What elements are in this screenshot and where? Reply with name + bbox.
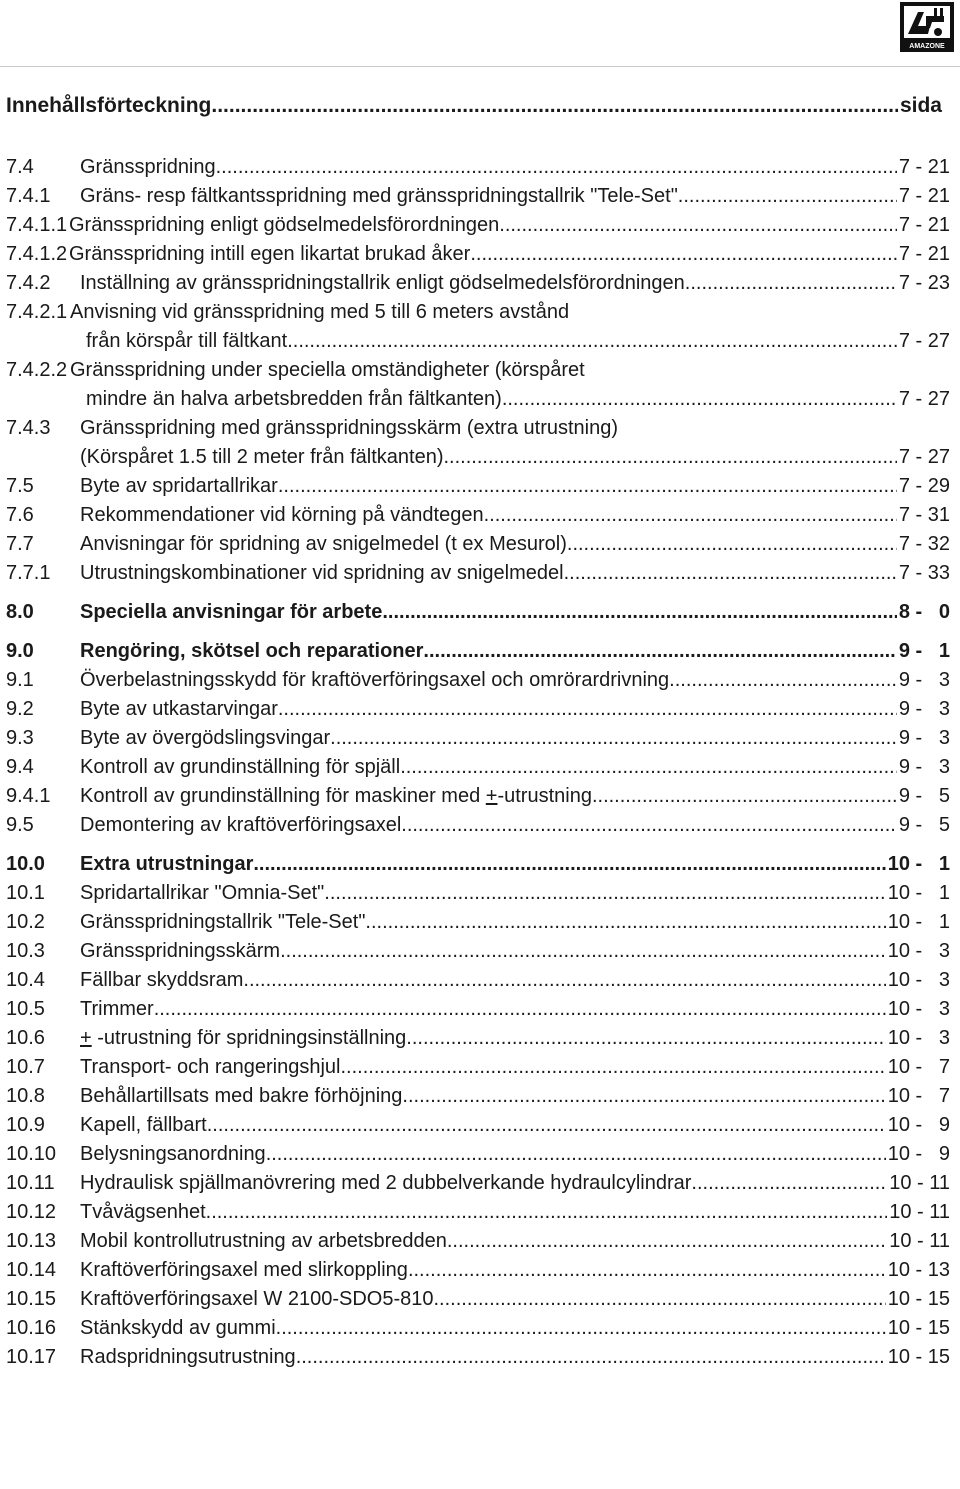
- dot-leader: [401, 811, 897, 840]
- section-number: 10.5: [6, 998, 45, 1020]
- section-number: 7.4.1.2: [6, 243, 68, 265]
- section-number: 7.4: [6, 156, 34, 178]
- toc-entry[interactable]: [6, 298, 950, 356]
- toc-entry[interactable]: [6, 966, 950, 995]
- toc-entry[interactable]: [6, 995, 950, 1024]
- section-number: 8.0: [6, 601, 34, 623]
- section-title: Rengöring, skötsel och reparationer: [80, 640, 424, 662]
- dot-leader: [243, 966, 885, 995]
- page-number: 10 - 15: [887, 1288, 950, 1310]
- page-number: 9 - 1: [898, 640, 950, 662]
- page-number: 7 - 32: [898, 533, 950, 555]
- section-title: Mobil kontrollutrustning av arbetsbredden: [80, 1230, 447, 1252]
- section-number: 7.7: [6, 533, 34, 555]
- dot-leader: [470, 240, 897, 269]
- page-number: 10 - 1: [887, 882, 950, 904]
- section-number: 7.4.2.2: [6, 359, 68, 381]
- dot-leader: [678, 182, 897, 211]
- section-title: Gränsspridning enligt gödselmedelsförordningen: [69, 214, 500, 236]
- dot-leader: [423, 637, 896, 666]
- dot-leader: [341, 1053, 886, 1082]
- dot-leader: [365, 908, 885, 937]
- section-title: Byte av utkastarvingar: [80, 698, 278, 720]
- section-title: Inställning av gränsspridningstallrik enligt gödselmedelsförordningen: [80, 272, 685, 294]
- section-title-line: Anvisning vid gränsspridning med 5 till 6 meters avstånd: [70, 301, 570, 323]
- dot-leader: [447, 1227, 887, 1256]
- page-number: 7 - 29: [898, 475, 950, 497]
- toc-entry[interactable]: [6, 269, 950, 298]
- section-number: 7.4.1.1: [6, 214, 68, 236]
- toc-entry[interactable]: [6, 908, 950, 937]
- page-number: 10 - 11: [889, 1230, 950, 1252]
- toc-entry[interactable]: [6, 1256, 950, 1285]
- page-number: 9 - 3: [898, 669, 950, 691]
- section-title: Byte av övergödslingsvingar: [80, 727, 331, 749]
- toc-entry[interactable]: [6, 782, 950, 811]
- page-number: 10 - 3: [887, 998, 950, 1020]
- section-number: 10.16: [6, 1317, 57, 1339]
- dot-leader: [324, 879, 885, 908]
- section-number: 10.11: [6, 1172, 55, 1194]
- dot-leader: [382, 598, 897, 627]
- toc-entry[interactable]: [6, 501, 950, 530]
- page-number: 10 - 11: [889, 1172, 950, 1194]
- dot-leader: [691, 1169, 887, 1198]
- section-title: Kraftöverföringsaxel med slirkoppling: [80, 1259, 408, 1281]
- dot-leader: [669, 666, 897, 695]
- section-title: Anvisningar för spridning av snigelmedel (t ex Mesurol): [80, 533, 567, 555]
- section-title: Tvåvägsenhet: [80, 1201, 206, 1223]
- section-title: -utrustning för spridningsinställning: [91, 1027, 407, 1049]
- section-title-line: Gränsspridning under speciella omständigheter (körspåret: [70, 359, 585, 381]
- page-number: 9 - 3: [898, 698, 950, 720]
- dot-leader: [408, 1256, 886, 1285]
- page-number: 7 - 27: [898, 446, 950, 468]
- page-number: 7 - 21: [898, 243, 950, 265]
- section-number: 7.4.1: [6, 185, 51, 207]
- page-number: 10 - 7: [887, 1085, 950, 1107]
- page-number: 7 - 23: [898, 272, 950, 294]
- section-number: 7.6: [6, 504, 34, 526]
- section-number: 10.6: [6, 1027, 45, 1049]
- toc-entry[interactable]: [6, 1227, 950, 1256]
- page-number: 8 - 0: [898, 601, 950, 623]
- section-number: 7.4.2.1: [6, 301, 68, 323]
- section-number: 10.17: [6, 1346, 57, 1368]
- dot-leader: [216, 153, 897, 182]
- toc-entry[interactable]: [6, 530, 950, 559]
- toc-entry[interactable]: [6, 1140, 950, 1169]
- dot-leader: [206, 1198, 888, 1227]
- dot-leader: [406, 1024, 885, 1053]
- section-number: 9.0: [6, 640, 34, 662]
- toc-entry[interactable]: [6, 695, 950, 724]
- page-number: 7 - 27: [898, 330, 950, 352]
- toc-entry[interactable]: [6, 1343, 950, 1372]
- section-number: 9.4.1: [6, 785, 51, 807]
- section-number: 10.14: [6, 1259, 57, 1281]
- page-number: 7 - 21: [898, 156, 950, 178]
- toc-entry[interactable]: [6, 182, 950, 211]
- dot-leader: [278, 472, 897, 501]
- toc-entry[interactable]: [6, 1024, 950, 1053]
- toc-entry[interactable]: [6, 240, 950, 269]
- section-title: Spridartallrikar "Omnia-Set": [80, 882, 325, 904]
- dot-leader: [685, 269, 897, 298]
- table-of-contents: [6, 153, 950, 1372]
- toc-entry[interactable]: [6, 559, 950, 588]
- amazone-logo-icon: [900, 2, 954, 52]
- page-number: 10 - 9: [887, 1143, 950, 1165]
- section-title: Rekommendationer vid körning på vändtegen: [80, 504, 484, 526]
- section-title: Överbelastningsskydd för kraftöverföringsaxel och omrörardrivning: [80, 669, 670, 691]
- section-number: 10.8: [6, 1085, 45, 1107]
- page-column-label: sida: [899, 94, 942, 117]
- section-title: -utrustning: [497, 785, 592, 807]
- section-number: 9.1: [6, 669, 34, 691]
- section-number: 10.7: [6, 1056, 45, 1078]
- dot-leader: [484, 501, 897, 530]
- section-number: 7.7.1: [6, 562, 51, 584]
- section-number: 7.4.3: [6, 417, 51, 439]
- section-title: Gränsspridningstallrik "Tele-Set": [80, 911, 366, 933]
- section-number: 10.12: [6, 1201, 57, 1223]
- page-number: 10 - 9: [887, 1114, 950, 1136]
- toc-entry[interactable]: [6, 724, 950, 753]
- page-number: 9 - 5: [898, 785, 950, 807]
- section-number: 10.2: [6, 911, 45, 933]
- toc-entry[interactable]: [6, 666, 950, 695]
- section-number: 9.3: [6, 727, 34, 749]
- dot-leader: [434, 1285, 886, 1314]
- section-title: Byte av spridartallrikar: [80, 475, 278, 497]
- page-number: 10 - 13: [887, 1259, 950, 1281]
- page-number: 10 - 11: [889, 1201, 950, 1223]
- page-number: 7 - 21: [898, 214, 950, 236]
- page-number: 10 - 1: [887, 911, 950, 933]
- section-title: Kapell, fällbart: [80, 1114, 207, 1136]
- section-title-line: Gränsspridning med gränsspridningsskärm (extra utrustning): [80, 417, 619, 439]
- dot-leader: [400, 753, 897, 782]
- dot-leader: [499, 211, 897, 240]
- toc-entry[interactable]: [6, 211, 950, 240]
- toc-entry[interactable]: [6, 879, 950, 908]
- section-title: (Körspåret 1.5 till 2 meter från fältkanten): [80, 446, 444, 468]
- toc-entry[interactable]: [6, 811, 950, 840]
- page-number: 7 - 31: [898, 504, 950, 526]
- page-number: 10 - 1: [887, 853, 950, 875]
- section-title: Belysningsanordning: [80, 1143, 266, 1165]
- dot-leader: [592, 782, 897, 811]
- toc-entry[interactable]: [6, 153, 950, 182]
- page-number: 10 - 3: [887, 969, 950, 991]
- toc-entry[interactable]: [6, 753, 950, 782]
- section-title: Transport- och rangeringshjul: [80, 1056, 341, 1078]
- dot-leader: [266, 1140, 886, 1169]
- dot-leader: [280, 937, 886, 966]
- dot-leader: [276, 1314, 886, 1343]
- section-number: 7.5: [6, 475, 34, 497]
- toc-entry[interactable]: [6, 472, 950, 501]
- section-title: mindre än halva arbetsbredden från fältkanten): [86, 388, 502, 410]
- dot-leader: [253, 850, 885, 879]
- page-number: 9 - 5: [898, 814, 950, 836]
- section-number: 10.10: [6, 1143, 57, 1165]
- page-number: 7 - 33: [898, 562, 950, 584]
- section-title: Hydraulisk spjällmanövrering med 2 dubbelverkande hydraulcylindrar: [80, 1172, 692, 1194]
- section-title: Stänkskydd av gummi: [80, 1317, 276, 1339]
- dot-leader: [402, 1082, 885, 1111]
- toc-entry[interactable]: [6, 1053, 950, 1082]
- section-title: från körspår till fältkant: [86, 330, 288, 352]
- section-title: Gränsspridning intill egen likartat brukad åker: [69, 243, 471, 265]
- section-number: 9.5: [6, 814, 34, 836]
- toc-entry[interactable]: [6, 356, 950, 414]
- dot-leader: [278, 695, 897, 724]
- dot-leader: [287, 327, 897, 356]
- section-number: 10.9: [6, 1114, 45, 1136]
- section-number: 7.4.2: [6, 272, 51, 294]
- section-number: 10.13: [6, 1230, 57, 1252]
- dot-leader: [296, 1343, 886, 1372]
- section-title-prefix: Kontroll av grundinställning för maskiner med: [80, 785, 486, 807]
- section-title: Radspridningsutrustning: [80, 1346, 296, 1368]
- toc-entry[interactable]: [6, 1198, 950, 1227]
- section-number: 10.3: [6, 940, 45, 962]
- toc-entry[interactable]: [6, 1169, 950, 1198]
- toc-entry[interactable]: [6, 1111, 950, 1140]
- section-title: Behållartillsats med bakre förhöjning: [80, 1085, 403, 1107]
- section-title: Trimmer: [80, 998, 154, 1020]
- section-title: Demontering av kraftöverföringsaxel: [80, 814, 402, 836]
- logo-text: AMAZONE: [909, 43, 945, 50]
- section-title: Fällbar skyddsram: [80, 969, 244, 991]
- page-number: 10 - 15: [887, 1346, 950, 1368]
- section-number: 10.1: [6, 882, 45, 904]
- dot-leader: [567, 530, 897, 559]
- section-number: 10.15: [6, 1288, 57, 1310]
- page-number: 10 - 7: [887, 1056, 950, 1078]
- section-title: Kraftöverföringsaxel W 2100-SDO5-810: [80, 1288, 434, 1310]
- page-number: 10 - 15: [887, 1317, 950, 1339]
- toc-heading: [6, 94, 942, 124]
- section-number: 10.0: [6, 853, 45, 875]
- dot-leader: [211, 94, 898, 118]
- section-number: 9.2: [6, 698, 34, 720]
- toc-entry[interactable]: [6, 1082, 950, 1111]
- section-title: Gränsspridningsskärm: [80, 940, 281, 962]
- toc-entry[interactable]: [6, 1314, 950, 1343]
- page-number: 9 - 3: [898, 727, 950, 749]
- dot-leader: [330, 724, 897, 753]
- page-number: 7 - 27: [898, 388, 950, 410]
- section-number: 9.4: [6, 756, 34, 778]
- dot-leader: [502, 385, 897, 414]
- toc-entry-chapter[interactable]: [6, 598, 950, 627]
- section-title: Gräns- resp fältkantsspridning med gränsspridningstallrik "Tele-Set": [80, 185, 678, 207]
- plus-minus-symbol: +: [485, 785, 498, 807]
- toc-entry-chapter[interactable]: [6, 637, 950, 666]
- page-number: 10 - 3: [887, 940, 950, 962]
- header-divider: [0, 66, 960, 67]
- toc-title: Innehållsförteckning: [6, 94, 212, 117]
- section-number: 10.4: [6, 969, 45, 991]
- page-number: 7 - 21: [898, 185, 950, 207]
- dot-leader: [444, 443, 897, 472]
- section-title: Utrustningskombinationer vid spridning av snigelmedel: [80, 562, 564, 584]
- dot-leader: [564, 559, 897, 588]
- plus-minus-symbol: +: [80, 1027, 92, 1049]
- section-title: Kontroll av grundinställning för spjäll: [80, 756, 401, 778]
- toc-entry[interactable]: [6, 937, 950, 966]
- toc-entry-chapter[interactable]: [6, 850, 950, 879]
- page-number: 9 - 3: [898, 756, 950, 778]
- section-title: Gränsspridning: [80, 156, 216, 178]
- toc-entry[interactable]: [6, 1285, 950, 1314]
- toc-entry[interactable]: [6, 414, 950, 472]
- page-number: 10 - 3: [887, 1027, 950, 1049]
- dot-leader: [207, 1111, 886, 1140]
- section-title: Extra utrustningar: [80, 853, 254, 875]
- dot-leader: [154, 995, 886, 1024]
- section-title: Speciella anvisningar för arbete: [80, 601, 383, 623]
